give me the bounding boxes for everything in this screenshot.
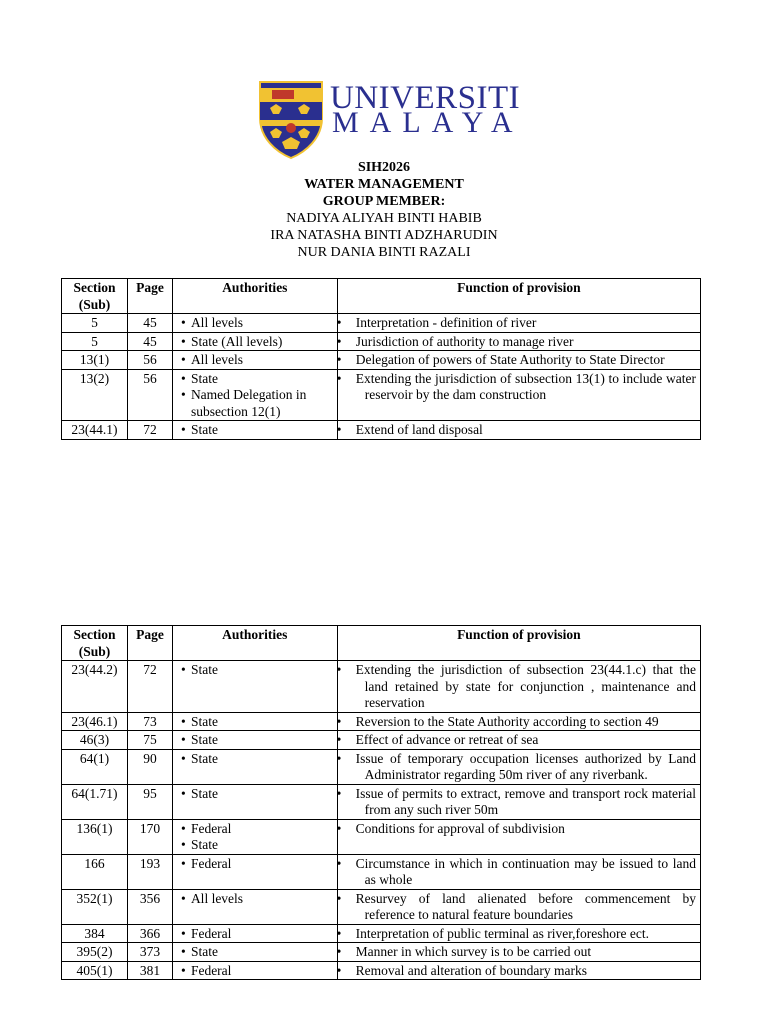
member-name: IRA NATASHA BINTI ADZHARUDIN bbox=[270, 228, 498, 243]
function-item: • Interpretation of public terminal as river,foreshore ect. bbox=[356, 926, 696, 943]
course-title: WATER MANAGEMENT bbox=[304, 177, 464, 192]
cell-function bbox=[337, 889, 700, 924]
table-row bbox=[62, 731, 701, 750]
cell-section: 23(44.2) bbox=[62, 661, 128, 713]
header-function: Function of provision bbox=[337, 279, 700, 314]
function-item: • Extending the jurisdiction of subsection 23(44.1.c) that the land retained by state for conjunction , maintenance and reservation bbox=[356, 662, 696, 712]
cell-authorities bbox=[172, 661, 337, 713]
table-row bbox=[62, 924, 701, 943]
authority-item: • All levels bbox=[191, 315, 333, 332]
university-logo bbox=[258, 80, 524, 162]
cell-section: 13(1) bbox=[62, 351, 128, 370]
authority-item: • State bbox=[191, 944, 333, 961]
table-row bbox=[62, 421, 701, 440]
header-authorities: Authorities bbox=[172, 626, 337, 661]
cell-page: 90 bbox=[127, 749, 172, 784]
authority-item: • Named Delegation in subsection 12(1) bbox=[191, 387, 333, 420]
authority-item: • State bbox=[191, 371, 333, 388]
cell-function bbox=[337, 943, 700, 962]
function-item: • Interpretation - definition of river bbox=[356, 315, 696, 332]
provisions-table-1 bbox=[61, 278, 701, 440]
cell-section: 13(2) bbox=[62, 369, 128, 421]
cell-section: 5 bbox=[62, 332, 128, 351]
table-row bbox=[62, 369, 701, 421]
table-header-row bbox=[62, 279, 701, 314]
cell-authorities bbox=[172, 314, 337, 333]
cell-authorities bbox=[172, 819, 337, 854]
cell-authorities bbox=[172, 369, 337, 421]
cell-function bbox=[337, 784, 700, 819]
function-item: • Jurisdiction of authority to manage river bbox=[356, 334, 696, 351]
cell-section: 5 bbox=[62, 314, 128, 333]
cell-page: 75 bbox=[127, 731, 172, 750]
cell-page: 373 bbox=[127, 943, 172, 962]
header-section: Section (Sub) bbox=[62, 626, 128, 661]
cell-page: 381 bbox=[127, 961, 172, 980]
header-authorities: Authorities bbox=[172, 279, 337, 314]
cell-section: 405(1) bbox=[62, 961, 128, 980]
function-item: • Conditions for approval of subdivision bbox=[356, 821, 696, 838]
header-section: Section (Sub) bbox=[62, 279, 128, 314]
document-header bbox=[0, 159, 768, 261]
cell-section: 64(1) bbox=[62, 749, 128, 784]
authority-item: • State bbox=[191, 837, 333, 854]
provisions-table-2 bbox=[61, 625, 701, 980]
logo-line-1: UNIVERSITI bbox=[330, 80, 521, 116]
cell-authorities bbox=[172, 351, 337, 370]
cell-authorities bbox=[172, 749, 337, 784]
cell-section: 384 bbox=[62, 924, 128, 943]
function-item: • Issue of permits to extract, remove and transport rock material from any such river 50m bbox=[356, 786, 696, 819]
cell-authorities bbox=[172, 731, 337, 750]
cell-section: 46(3) bbox=[62, 731, 128, 750]
cell-authorities bbox=[172, 854, 337, 889]
function-item: • Extend of land disposal bbox=[356, 422, 696, 439]
authority-item: • State bbox=[191, 732, 333, 749]
cell-function bbox=[337, 749, 700, 784]
member-name: NUR DANIA BINTI RAZALI bbox=[297, 245, 471, 260]
cell-page: 72 bbox=[127, 661, 172, 713]
cell-authorities bbox=[172, 961, 337, 980]
table-row bbox=[62, 889, 701, 924]
table-row bbox=[62, 314, 701, 333]
cell-function bbox=[337, 369, 700, 421]
authority-item: • All levels bbox=[191, 352, 333, 369]
cell-authorities bbox=[172, 712, 337, 731]
function-item: • Removal and alteration of boundary marks bbox=[356, 963, 696, 980]
cell-page: 56 bbox=[127, 369, 172, 421]
crest-icon bbox=[258, 80, 324, 160]
cell-page: 73 bbox=[127, 712, 172, 731]
header-function: Function of provision bbox=[337, 626, 700, 661]
cell-page: 56 bbox=[127, 351, 172, 370]
table-row bbox=[62, 961, 701, 980]
function-item: • Reversion to the State Authority according to section 49 bbox=[356, 714, 696, 731]
table-row bbox=[62, 332, 701, 351]
cell-function bbox=[337, 421, 700, 440]
cell-section: 395(2) bbox=[62, 943, 128, 962]
cell-section: 166 bbox=[62, 854, 128, 889]
authority-item: • State bbox=[191, 751, 333, 768]
cell-section: 64(1.71) bbox=[62, 784, 128, 819]
cell-function bbox=[337, 819, 700, 854]
cell-authorities bbox=[172, 421, 337, 440]
cell-function bbox=[337, 314, 700, 333]
cell-function bbox=[337, 961, 700, 980]
table-row bbox=[62, 749, 701, 784]
table-row bbox=[62, 784, 701, 819]
authority-item: • State bbox=[191, 422, 333, 439]
function-item: • Issue of temporary occupation licenses authorized by Land Administrator regarding 50m river of any riverbank. bbox=[356, 751, 696, 784]
cell-section: 136(1) bbox=[62, 819, 128, 854]
authority-item: • Federal bbox=[191, 926, 333, 943]
function-item: • Circumstance in which in continuation may be issued to land as whole bbox=[356, 856, 696, 889]
authority-item: • Federal bbox=[191, 821, 333, 838]
cell-function bbox=[337, 351, 700, 370]
header-page: Page bbox=[127, 279, 172, 314]
table-row bbox=[62, 943, 701, 962]
member-name: NADIYA ALIYAH BINTI HABIB bbox=[286, 211, 482, 226]
cell-page: 356 bbox=[127, 889, 172, 924]
course-code: SIH2026 bbox=[357, 160, 411, 175]
cell-function bbox=[337, 661, 700, 713]
cell-authorities bbox=[172, 332, 337, 351]
cell-function bbox=[337, 332, 700, 351]
cell-function bbox=[337, 854, 700, 889]
function-item: • Extending the jurisdiction of subsection 13(1) to include water reservoir by the dam construction bbox=[356, 371, 696, 404]
cell-function bbox=[337, 731, 700, 750]
cell-page: 72 bbox=[127, 421, 172, 440]
cell-page: 45 bbox=[127, 314, 172, 333]
cell-authorities bbox=[172, 784, 337, 819]
authority-item: • Federal bbox=[191, 963, 333, 980]
table-row bbox=[62, 351, 701, 370]
header-page: Page bbox=[127, 626, 172, 661]
authority-item: • State bbox=[191, 662, 333, 679]
cell-authorities bbox=[172, 943, 337, 962]
logo-line-2: MALAYA bbox=[332, 106, 524, 139]
cell-section: 23(46.1) bbox=[62, 712, 128, 731]
authority-item: • State bbox=[191, 714, 333, 731]
cell-page: 45 bbox=[127, 332, 172, 351]
cell-page: 170 bbox=[127, 819, 172, 854]
table-row bbox=[62, 819, 701, 854]
cell-page: 193 bbox=[127, 854, 172, 889]
cell-function bbox=[337, 924, 700, 943]
authority-item: • State (All levels) bbox=[191, 334, 333, 351]
function-item: • Resurvey of land alienated before commencement by reference to natural feature boundaries bbox=[356, 891, 696, 924]
table-header-row bbox=[62, 626, 701, 661]
cell-page: 366 bbox=[127, 924, 172, 943]
cell-authorities bbox=[172, 889, 337, 924]
table-row bbox=[62, 712, 701, 731]
cell-section: 23(44.1) bbox=[62, 421, 128, 440]
group-label: GROUP MEMBER: bbox=[322, 194, 446, 209]
cell-page: 95 bbox=[127, 784, 172, 819]
cell-section: 352(1) bbox=[62, 889, 128, 924]
function-item: • Manner in which survey is to be carried out bbox=[356, 944, 696, 961]
authority-item: • Federal bbox=[191, 856, 333, 873]
cell-function bbox=[337, 712, 700, 731]
table-row bbox=[62, 854, 701, 889]
function-item: • Effect of advance or retreat of sea bbox=[356, 732, 696, 749]
authority-item: • All levels bbox=[191, 891, 333, 908]
authority-item: • State bbox=[191, 786, 333, 803]
cell-authorities bbox=[172, 924, 337, 943]
function-item: • Delegation of powers of State Authority to State Director bbox=[356, 352, 696, 369]
table-row bbox=[62, 661, 701, 713]
